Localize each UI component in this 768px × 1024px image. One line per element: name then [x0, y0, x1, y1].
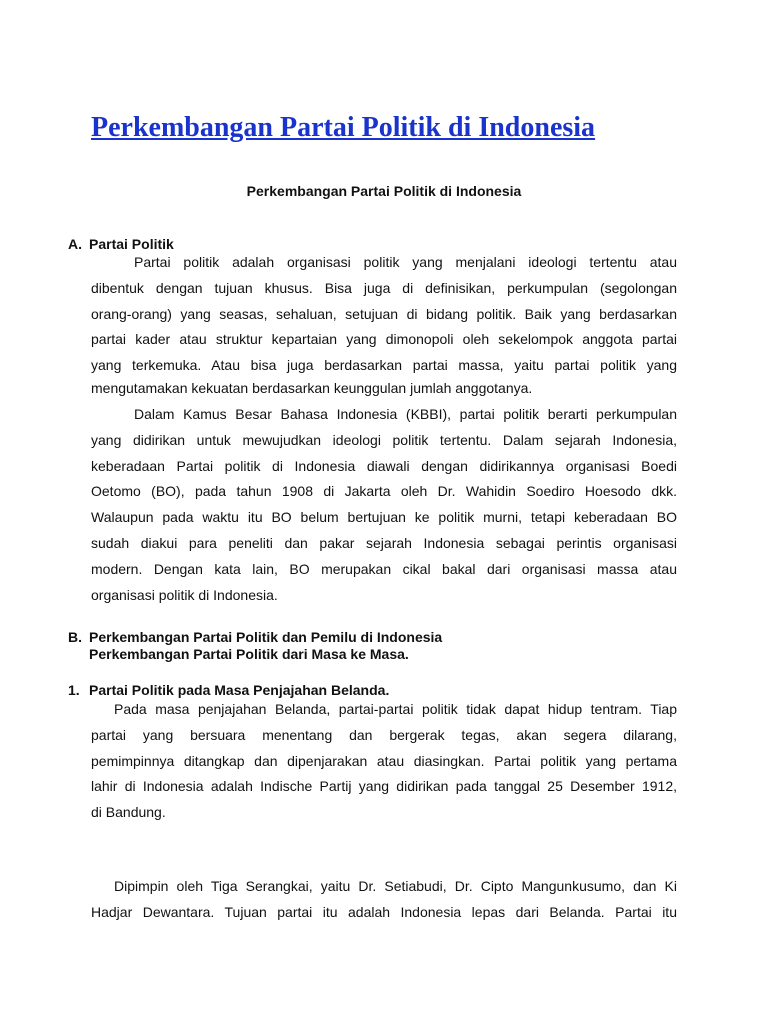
section-1-paragraph-2	[91, 874, 677, 926]
text-line: pemimpinnya ditangkap dan dipenjarakan atau diasingkan. Partai politik yang pertama	[91, 752, 677, 769]
section-b-subheading: Perkembangan Partai Politik dari Masa ke Masa.	[89, 646, 409, 662]
text-line: partai kader atau struktur kepartaian yang dimonopoli oleh sekelompok anggota partai	[91, 331, 677, 348]
text-line: Dalam Kamus Besar Bahasa Indonesia (KBBI), partai politik berarti perkumpulan	[134, 406, 677, 422]
text-line: yang didirikan untuk mewujudkan ideologi politik tertentu. Dalam sejarah Indonesia,	[91, 431, 677, 448]
text-line: Partai politik adalah organisasi politik yang menjalani ideologi tertentu atau	[134, 254, 677, 270]
section-b-heading	[68, 629, 442, 663]
text-line: dibentuk dengan tujuan khusus. Bisa juga di definisikan, perkumpulan (segolongan	[91, 279, 677, 296]
text-line: di Bandung.	[91, 804, 166, 821]
text-line: partai yang bersuara menentang dan bergerak tegas, akan segera dilarang,	[91, 726, 677, 743]
text-line: Walaupun pada waktu itu BO belum bertujuan ke politik murni, tetapi keberadaan BO	[91, 509, 677, 526]
text-line: lahir di Indonesia adalah Indische Partij yang didirikan pada tanggal 25 Desember 1912,	[91, 778, 677, 795]
section-a-title: Partai Politik	[89, 236, 174, 252]
text-line: keberadaan Partai politik di Indonesia diawali dengan didirikannya organisasi Boedi	[91, 457, 677, 474]
text-line: mengutamakan kekuatan berdasarkan keunggulan jumlah anggotanya.	[91, 379, 533, 396]
section-b-number: B.	[68, 629, 82, 645]
text-line: Oetomo (BO), pada tahun 1908 di Jakarta oleh Dr. Wahidin Soediro Hoesodo dkk.	[91, 483, 677, 500]
section-b-title: Perkembangan Partai Politik dan Pemilu di Indonesia	[89, 629, 443, 645]
document-subtitle: Perkembangan Partai Politik di Indonesia	[246, 183, 522, 199]
text-line: orang-orang) yang seasas, sehaluan, setujuan di bidang politik. Baik yang berdasarkan	[91, 305, 677, 322]
section-1-title: Partai Politik pada Masa Penjajahan Belanda.	[89, 682, 390, 698]
text-line: sudah diakui para peneliti dan pakar sejarah Indonesia sebagai perintis organisasi	[91, 534, 677, 551]
section-a-number: A.	[68, 236, 82, 252]
section-1-paragraph-1	[91, 697, 677, 826]
section-1-number: 1.	[68, 682, 80, 698]
section-a-paragraph-2	[91, 402, 677, 608]
text-line: modern. Dengan kata lain, BO merupakan cikal bakal dari organisasi massa atau	[91, 560, 677, 577]
text-line: Hadjar Dewantara. Tujuan partai itu adalah Indonesia lepas dari Belanda. Partai itu	[91, 903, 677, 920]
section-a-paragraph-1	[91, 250, 677, 397]
document-title-link[interactable]: Perkembangan Partai Politik di Indonesia	[91, 112, 596, 143]
text-line: Pada masa penjajahan Belanda, partai-partai politik tidak dapat hidup tentram. Tiap	[114, 701, 677, 717]
text-line: yang terkemuka. Atau bisa juga berdasarkan partai massa, yaitu partai politik yang	[91, 357, 677, 374]
text-line: organisasi politik di Indonesia.	[91, 586, 278, 603]
text-line: Dipimpin oleh Tiga Serangkai, yaitu Dr. Setiabudi, Dr. Cipto Mangunkusumo, dan Ki	[114, 878, 677, 894]
